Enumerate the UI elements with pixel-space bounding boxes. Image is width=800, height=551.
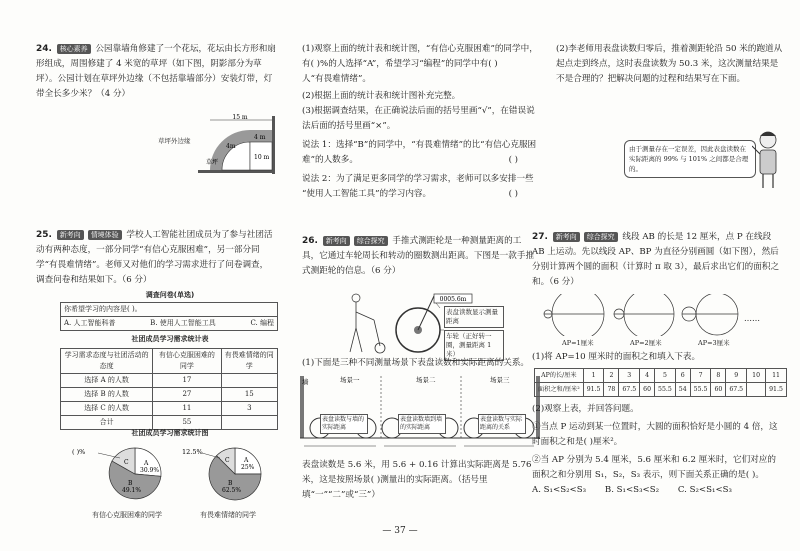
- stat-table-head: [61, 349, 278, 374]
- c2-line-8-text: 难”的人数多。: [302, 155, 358, 165]
- cell: 合计: [61, 416, 153, 430]
- q27-sub1: [532, 350, 784, 365]
- q24-figure: [180, 112, 290, 176]
- q24-number: 24.: [36, 44, 52, 54]
- answer-blank-2[interactable]: ( ): [508, 189, 518, 199]
- q26-tag2: 综合探究: [354, 236, 388, 246]
- cell: 8: [711, 369, 726, 383]
- cell: 60: [640, 383, 655, 397]
- pie1-caption: 有信心克服困难的同学: [92, 511, 162, 519]
- cell: 54: [675, 383, 690, 397]
- fig-label-wheel: 车轮（正好转一圈，测量距离 1 米）: [444, 330, 504, 361]
- scene-3-text: 表盘读数与实际距离的关系: [478, 414, 526, 434]
- q25-body: 学校人工智能社团成员为了参与社团活动有两种态度，一部分同学“有信心克服困难”，另一部分同学“有畏难情绪”。老师又对他们的学习需求进行了问卷调查，调查问卷和结果如下。（6 分）: [36, 230, 273, 285]
- column-right: [556, 42, 784, 87]
- stat-th-1: 有信心克服困难的同学: [153, 349, 221, 374]
- survey-options: [61, 317, 277, 330]
- dim-4-label: 4 m: [254, 134, 266, 141]
- wheel-handle-small: [374, 320, 380, 346]
- cell: 55: [153, 416, 221, 430]
- column-left: [36, 42, 276, 102]
- q27-sub2: [532, 402, 784, 498]
- c2-line-1: (1)观察上面的统计表和统计图，“有信心克服困难”的同学中，: [302, 44, 538, 54]
- wall-bottom: [198, 170, 275, 173]
- pie1-b-label: B: [128, 480, 133, 487]
- q27-tag: 新考向: [553, 232, 580, 242]
- q27-table-row: [535, 383, 787, 397]
- cell: 10: [747, 369, 766, 383]
- hint-note: 由于测量存在一定误差，因此表盘读数在实际距离的 99% 与 101% 之间都是合理的。: [624, 140, 756, 178]
- q24-text: [36, 42, 276, 102]
- cell: 67.5: [726, 383, 747, 397]
- c2-line-10-text: “使用人工智能工具”的学习内容。: [302, 189, 432, 199]
- cell: 选择 A 的人数: [61, 374, 153, 388]
- scene-3-label: 场景三: [490, 376, 510, 384]
- stat-th-0: 学习需求态度与社团活动的态度: [61, 349, 153, 374]
- q25-block: [36, 228, 276, 288]
- cell: 11: [153, 402, 221, 416]
- q27-table: [534, 368, 787, 397]
- c2-line-10: [302, 187, 538, 202]
- cell: 5: [655, 369, 676, 383]
- q25-text: [36, 228, 276, 288]
- c2-line-7: 说法 1：选择“B”的同学中，“有畏难情绪”的比“有信心克服困: [302, 140, 537, 150]
- c2-line-4: (2)根据上面的统计表和统计图补充完整。: [302, 91, 461, 101]
- q26-number: 26.: [302, 236, 318, 246]
- cell: 4: [640, 369, 655, 383]
- fig2-big-circle: [624, 294, 674, 336]
- counter-value: 0005.6m: [439, 296, 467, 303]
- q24-outer-label: 草坪外边缘: [158, 137, 191, 145]
- cell: 60: [711, 383, 726, 397]
- cell: 1: [583, 369, 604, 383]
- grass-label: 草坪: [206, 159, 219, 166]
- c2-line-3: 人“有畏难情绪”。: [302, 74, 371, 84]
- page-number: — 37 —: [382, 526, 418, 536]
- pie1-c-label: C: [124, 459, 129, 466]
- c2-line-2: 有( )%的人选择“A”，希望学习“编程”的同学中有( ): [302, 59, 498, 69]
- survey-option-a: A. 人工智能科普: [64, 319, 116, 327]
- cell: 面积之和/厘米²: [535, 383, 584, 397]
- q27-q2: (2)观察上表，并回答问题。: [532, 404, 639, 414]
- cell: 55.5: [655, 383, 676, 397]
- stat-th-2: 有畏难情绪的同学: [221, 349, 277, 374]
- q27-q2a: ①当点 P 运动到某一位置时，大圆的面积恰好是小圆的 4 倍，这时面积之和是( )厘米²。: [532, 422, 778, 447]
- survey-box: [60, 302, 278, 331]
- survey-option-c: C. 编程: [250, 319, 274, 327]
- answer-blank-1[interactable]: ( ): [508, 155, 518, 165]
- wall-right: [272, 116, 275, 174]
- pie-chart-2: [180, 440, 280, 510]
- person-leg-2: [356, 328, 362, 352]
- table-row: [61, 388, 278, 402]
- cell: 选择 B 的人数: [61, 388, 153, 402]
- dim-top-label: 15 m: [232, 114, 248, 121]
- cell: AP的长/厘米: [535, 369, 584, 383]
- fig1-caption: AP=1厘米: [562, 339, 594, 347]
- q27-text: [532, 230, 784, 290]
- pie1-a-value: 30.9%: [140, 467, 160, 474]
- cell: 55.5: [690, 383, 711, 397]
- column-middle: [302, 42, 538, 202]
- person-arm: [356, 312, 374, 320]
- c2-line-6: 法后面的括号里画“×”。: [302, 121, 396, 131]
- pie1-blank[interactable]: ( )%: [72, 448, 86, 456]
- scene-1-text: 表盘读数与墙的实际距离: [320, 414, 368, 434]
- q27-table-head: [535, 369, 787, 383]
- survey-option-b: B. 使用人工智能工具: [150, 319, 216, 327]
- cell: 3: [221, 402, 277, 416]
- cell-blank[interactable]: [221, 374, 277, 388]
- pie2-c-label: C: [225, 457, 230, 464]
- q27-tag2: 综合探究: [584, 232, 618, 242]
- wall-label: 墙: [302, 378, 309, 386]
- c2-line-5: (3)根据调查结果，在正确说法后面的括号里画“√”，在错误说: [302, 106, 535, 116]
- option-c[interactable]: C. S₂<S₁<S₃: [677, 485, 732, 495]
- q26-text: [302, 234, 538, 279]
- fig1-big-circle: [552, 294, 604, 336]
- survey-question: 你希望学习的内容是( )。: [61, 303, 277, 317]
- fig2-caption: AP=2厘米: [630, 339, 662, 347]
- q25-number: 25.: [36, 230, 52, 240]
- pie2-a-value: 25%: [241, 464, 255, 471]
- cell: 78: [604, 383, 619, 397]
- table-row: [61, 374, 278, 388]
- cell: 17: [153, 374, 221, 388]
- cell: 91.5: [583, 383, 604, 397]
- stat-table-title: 社团成员学习需求统计表: [131, 335, 209, 343]
- q27-q2b: ②当 AP 分别为 5.4 厘米，5.6 厘米和 6.2 厘米时，它们对应的面积之和分别用 S₁，S₂，S₃ 表示，则下面关系正确的是( )。: [532, 455, 776, 480]
- scene-2-text: 表盘读数墙到墙的实际距离: [398, 414, 446, 434]
- cell: 15: [221, 388, 277, 402]
- pie-chart-title: 社团成员学习需求统计图: [131, 429, 209, 437]
- cell: 7: [690, 369, 711, 383]
- scene-1-label: 场景一: [340, 376, 360, 384]
- q26-q1b: 表盘读数是 5.6 米，用 5.6 + 0.16 计算出实际距离是 5.76 米，这是按照场景( )测量出的实际距离。（括号里填“一”“二”或“三”）: [302, 460, 532, 500]
- q26-sub1b: [302, 458, 538, 503]
- pie1-a-label: A: [144, 460, 149, 467]
- q25-tag2: 情境体验: [88, 230, 122, 240]
- cell: 6: [675, 369, 690, 383]
- pie2-b-value: 62.5%: [222, 487, 242, 494]
- q27-block: [532, 230, 784, 290]
- q26-tag: 新考向: [323, 236, 350, 246]
- cell: 3: [619, 369, 640, 383]
- pie2-c-value: 12.5%: [182, 448, 203, 456]
- q27-body: 线段 AB 的长是 12 厘米，点 P 在线段 AB 上运动。先以线段 AP、BP 为直径分别画圆（如下图），然后分别计算两个圆的面积（计算时 π 取 3），最后求出它们的面积之和。（6 分）: [532, 232, 780, 287]
- q26-body: 手推式测距轮是一种测量距离的工具，它通过车轮周长和转动的圈数测出距离。下图是一款手推式测距轮的信息。（6 分）: [302, 236, 535, 276]
- q26-q1: (1)下面是三种不同测量场景下表盘读数和实际距离的关系。: [302, 358, 530, 368]
- cell: 27: [153, 388, 221, 402]
- teacher-icon: [752, 130, 784, 190]
- table-row: [61, 402, 278, 416]
- c3-text-1: (2)李老师用表盘读数归零后，推着测距轮沿 50 米的跑道从起点走到终点，这时表盘读数为 50.3 米，这次测量结果是不是合理的？把解决问题的过程和结果写在下面。: [556, 44, 783, 84]
- fig-ellipsis: ……: [744, 314, 760, 323]
- q27-q1: (1)将 AP=10 厘米时的面积之和填入下表。: [532, 352, 701, 362]
- cell: 11: [766, 369, 787, 383]
- q27-options: [532, 483, 732, 498]
- pointer-line-1: [436, 303, 440, 308]
- q26-sub1: [302, 356, 538, 371]
- pie2-a-label: A: [244, 457, 249, 464]
- dim-10-label: 10 m: [254, 154, 270, 161]
- cell-blank[interactable]: [747, 383, 766, 397]
- q25-tag: 新考向: [57, 230, 84, 240]
- cell: 91.5: [766, 383, 787, 397]
- scene-2-label: 场景二: [416, 376, 436, 384]
- cell: 2: [604, 369, 619, 383]
- circles-figure: [540, 294, 740, 336]
- pie2-b-label: B: [228, 480, 233, 487]
- survey-title: 调查问卷(单选): [145, 291, 195, 299]
- fig3-caption: AP=3厘米: [698, 339, 730, 347]
- q24-body: 公园靠墙角修建了一个花坛，花坛由长方形和扇形组成，周围修建了 4 米宽的草坪（如下图，阴影部分为草坪）。公园计划在草坪外边缘（不包括靠墙部分）安装灯带，灯带全长多少米？（4 分）: [36, 44, 276, 99]
- option-a[interactable]: A. S₁<S₂<S₃: [532, 485, 587, 495]
- option-b[interactable]: B. S₁<S₃<S₂: [604, 485, 660, 495]
- dim-4-left-label: 4m: [226, 143, 236, 150]
- person-head: [352, 294, 360, 302]
- c2-line-8: [302, 153, 538, 168]
- pie2-caption: 有畏难情绪的同学: [200, 511, 256, 519]
- fig-label-reading: 表盘读数显示测量距离: [444, 306, 504, 328]
- pie1-b-value: 49.1%: [122, 487, 142, 494]
- person-leg-1: [350, 328, 356, 352]
- cell: 67.5: [619, 383, 640, 397]
- q24-tag: 核心素养: [57, 44, 91, 54]
- cell: 选择 C 的人数: [61, 402, 153, 416]
- pie-chart-1: [70, 440, 180, 510]
- c2-line-9: 说法 2：为了满足更多同学的学习需求，老师可以多安排一些: [302, 174, 534, 184]
- q26-block: [302, 234, 538, 279]
- stat-table: [60, 348, 278, 430]
- fig3-big-circle: [696, 294, 738, 335]
- q27-number: 27.: [532, 232, 548, 242]
- cell: 9: [726, 369, 747, 383]
